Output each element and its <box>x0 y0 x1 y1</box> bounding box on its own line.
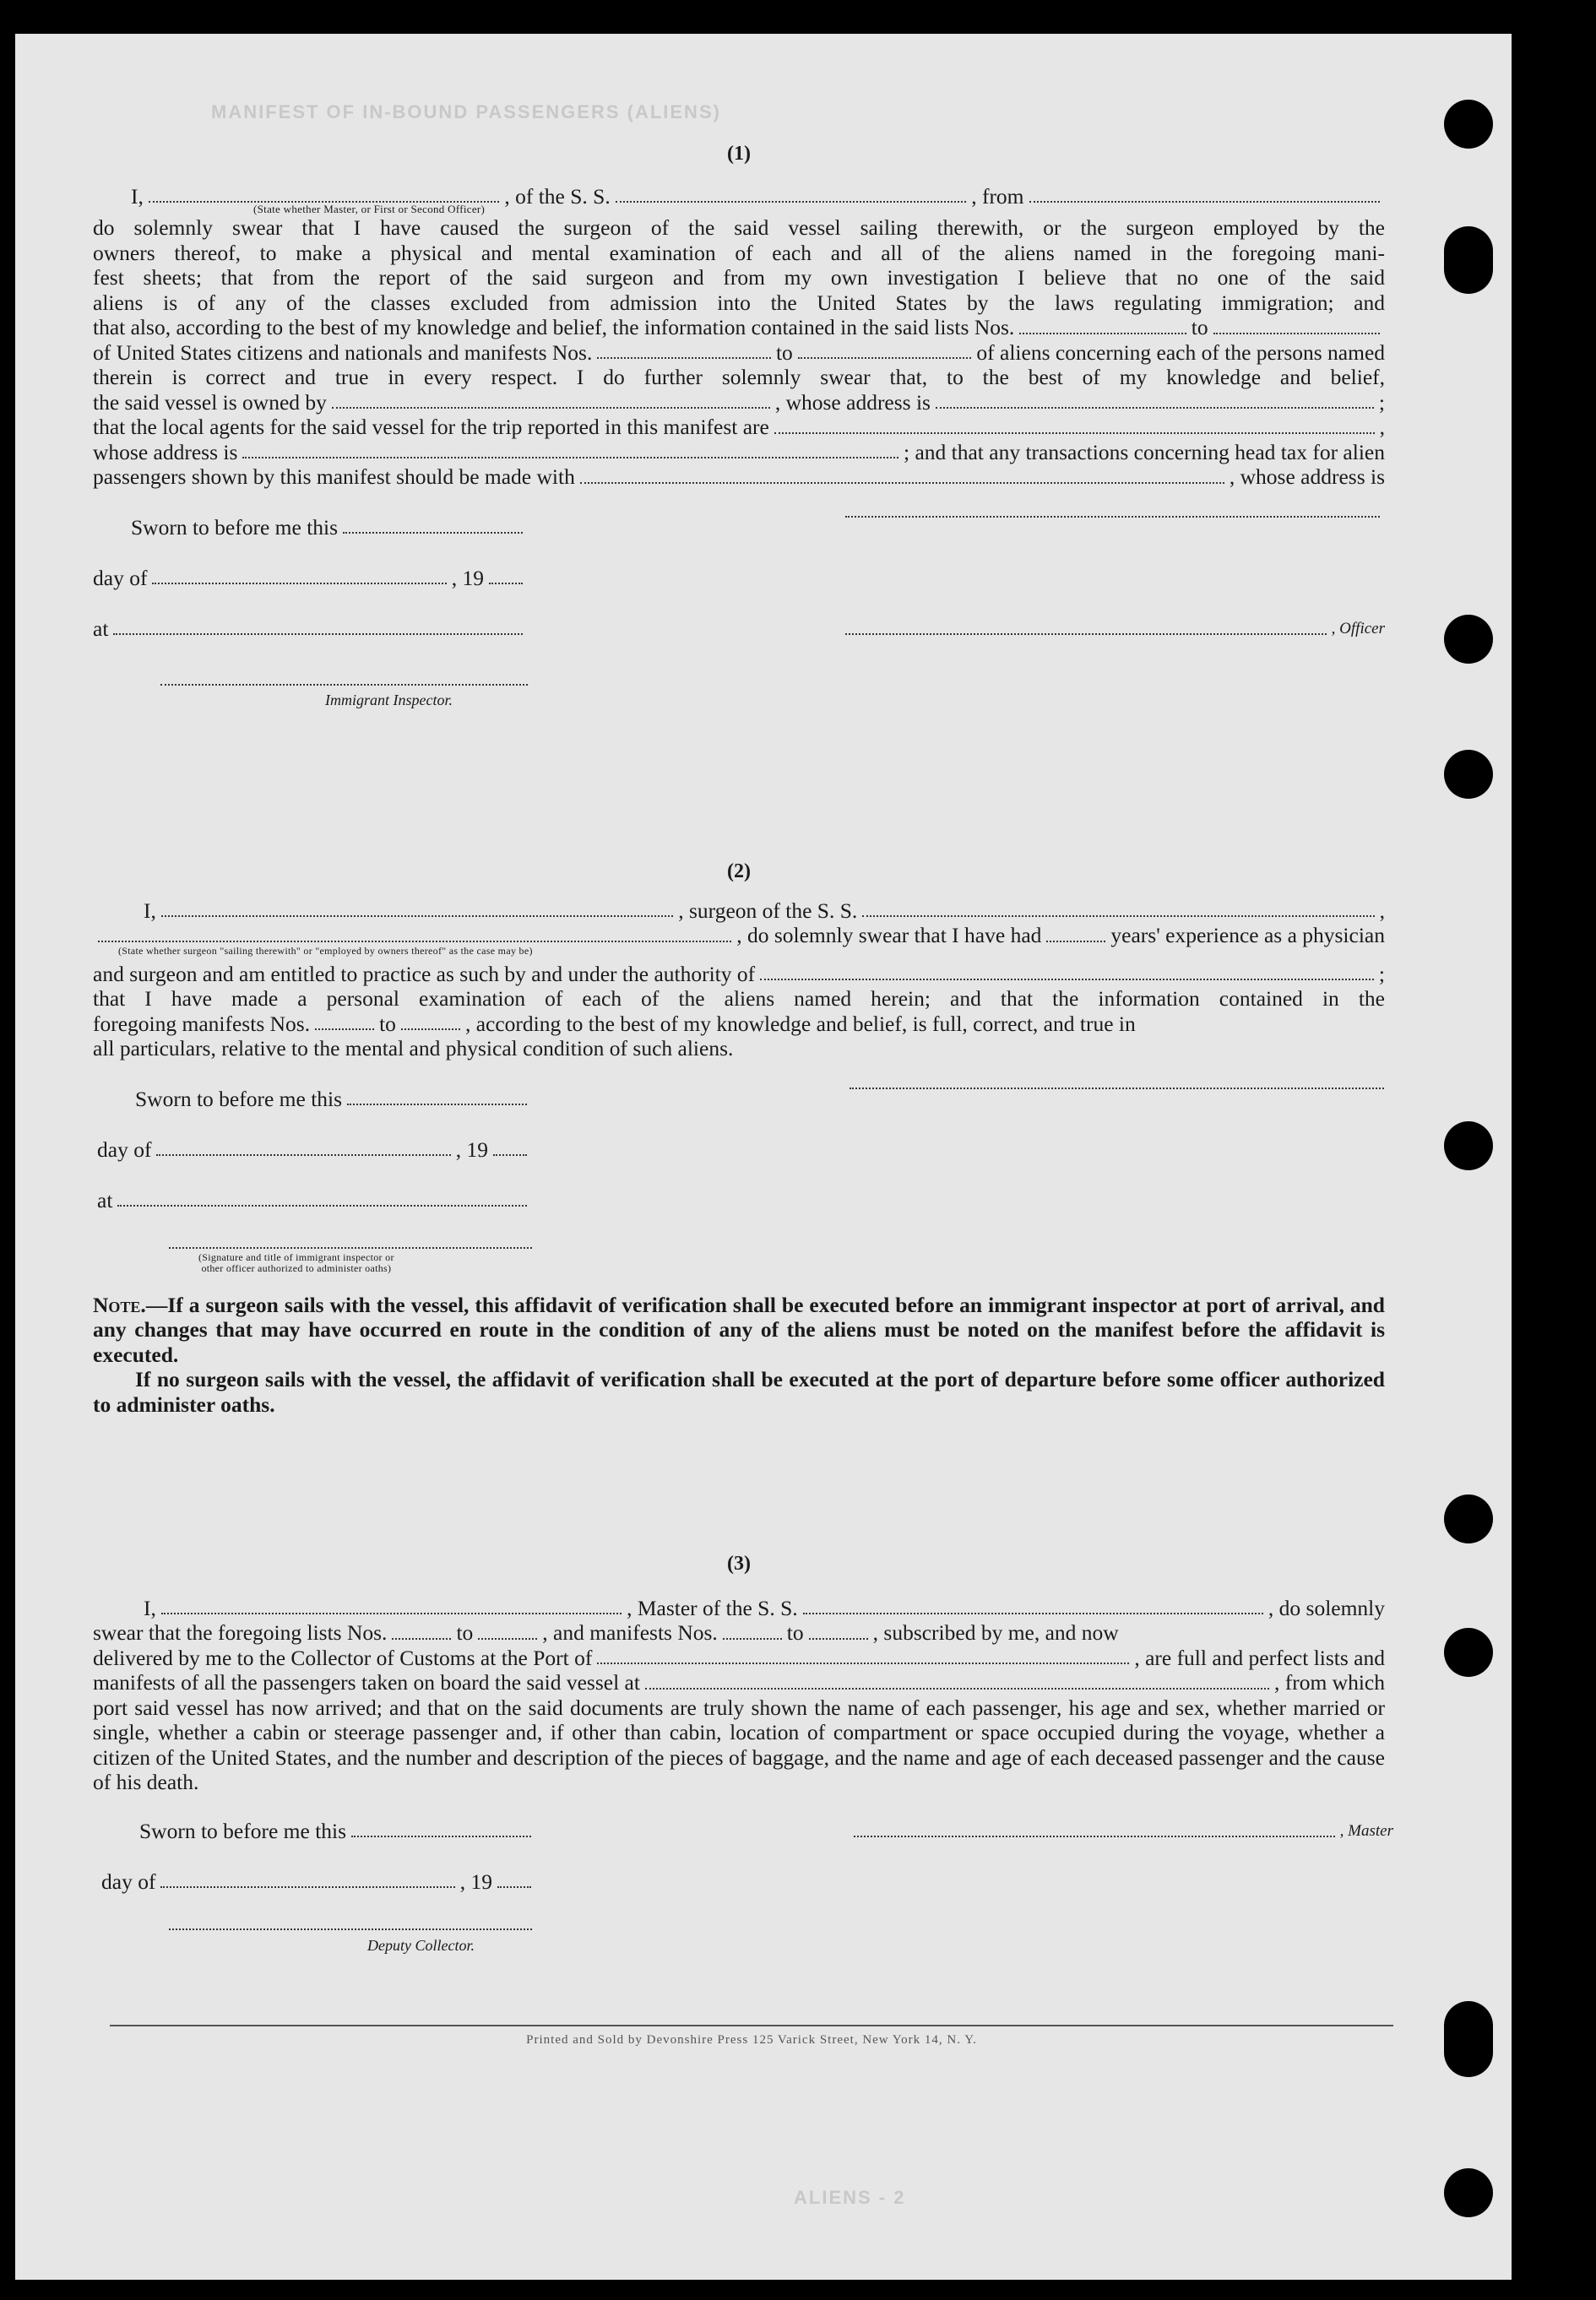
oath-paragraph: do solemnly swear that I have caused the surgeon of the said vessel sailing therewith, or the surgeon employed by the owners thereof, to make a physical and mental examination of each and all of the aliens named in the foregoing mani- fest sheets; that from the report of the said surgeon and from my own investigation I believe that no one of the said aliens is of any of the classes excluded from admission into the United States by the laws regulating immigration; and <box>93 215 1385 315</box>
agents-address-field[interactable] <box>242 456 898 458</box>
delivery-lists-to-field[interactable] <box>478 1637 537 1640</box>
port-field[interactable] <box>597 1662 1129 1664</box>
note-block-2: If no surgeon sails with the vessel, the affidavit of verification shall be executed at the port of departure before some officer authorized to administer oaths. <box>93 1367 1385 1417</box>
master-signature-field[interactable] <box>845 515 1380 518</box>
sworn-place-field[interactable] <box>117 1204 527 1207</box>
sworn-day-field[interactable] <box>351 1835 531 1837</box>
jurat-3: Sworn to before me this , Master day of , 19 Deputy Collector. <box>93 1819 1385 1971</box>
sworn-month-field[interactable] <box>156 1153 450 1156</box>
punch-hole <box>1444 1121 1493 1170</box>
authority-field[interactable] <box>760 978 1374 980</box>
lists-from-field[interactable] <box>1019 332 1186 334</box>
lists-to-field[interactable] <box>1213 332 1380 334</box>
punch-hole <box>1444 1628 1493 1677</box>
affidavit-surgeon: (2) I, , surgeon of the S. S. , , do solemnly swear that I have had years' experience as a physician (State whether surgeon "sailing therewith" or "employed by owners thereof" as the case may be) and surgeon and am entitled to practice as such by and under the authority of ; that I have made a personal examination of each of the aliens named herein; and that the information contained in the foregoing manifests Nos. to , according to the best of my knowledge and belief, is full, correct, and true in all particulars, relative to the mental and physical condition of such aliens. Sworn to before me this day of , 19 at (Signature and title of immigrant inspector or other officer authorized to administer oaths) Note.—If a surgeon sails with the vessel, this affidavit of verification shall be executed before an immigrant inspector at port of arrival, and any changes that may have occurred en route in the condition of any of the aliens must be noted on the manifest before the affidavit is executed. If no surgeon sails with the vessel, the affidavit of verification shall be executed at the port of departure before some officer authorized to administer oaths. <box>93 860 1385 1417</box>
surgeon-manifests-from-field[interactable] <box>315 1028 374 1030</box>
surgeon-signature-field[interactable] <box>850 1087 1384 1089</box>
bleed-through-heading: MANIFEST OF IN-BOUND PASSENGERS (ALIENS) <box>211 101 721 122</box>
surgeon-vessel-field[interactable] <box>862 914 1374 917</box>
signature-caption: (Signature and title of immigrant inspector or other officer authorized to administer oaths) <box>198 1250 394 1274</box>
inspector-signature-line[interactable] <box>160 684 528 686</box>
line-officer: I, , of the S. S. , from <box>93 184 1385 209</box>
sworn-month-field[interactable] <box>152 582 446 584</box>
owner-field[interactable] <box>332 406 770 409</box>
vessel-name-field[interactable] <box>616 200 966 203</box>
master-vessel-field[interactable] <box>803 1612 1263 1614</box>
administering-officer-signature-line[interactable] <box>169 1247 532 1249</box>
surgeon-status-field[interactable] <box>98 940 731 942</box>
affidavit-master: (1) I, , of the S. S. , from (State whether Master, or First or Second Officer) do solemnly swear that I have caused the surgeon of the said vessel sailing therewith, or the surgeon employed by the owners thereof, to make a physical and mental examination of each and all of the aliens named in the foregoing mani- fest sheets; that from the report of the said surgeon and from my own investigation I believe that no one of the said aliens is of any of the classes excluded from admission into the United States by the laws regulating immigration; and that also, according to the best of my knowledge and belief, the information contained in the said lists Nos. to of United States citizens and nationals and manifests Nos. to of aliens concerning each of the persons named therein is correct and true in every respect. I do further solemnly swear that, to the best of my knowledge and belief, the said vessel is owned by , whose address is ; that the local agents for the said vessel for the trip reported in this manifest are , whose address is ; and that any transactions concerning head tax for alien passengers shown by this manifest should be made with , whose address is Sworn to before me this day of , 19 at , Officer Immigrant Inspector. <box>93 142 1385 735</box>
punch-hole <box>1444 2001 1493 2077</box>
sworn-day-field[interactable] <box>343 531 523 534</box>
note-block: Note.—If a surgeon sails with the vessel, this affidavit of verification shall be executed before an immigrant inspector at port of arrival, and any changes that may have occurred en route in the condition of any of the aliens must be noted on the manifest before the affidavit is executed. <box>93 1292 1385 1367</box>
surgeon-note: (State whether surgeon "sailing therewith" or "employed by owners thereof" as the case may be) <box>118 944 533 957</box>
section-number: (2) <box>727 860 751 882</box>
jurat-2: Sworn to before me this day of , 19 at (Signature and title of immigrant inspector or other officer authorized to administer oaths) <box>93 1087 1385 1289</box>
sworn-place-field[interactable] <box>113 632 523 635</box>
sworn-day-field[interactable] <box>347 1103 527 1105</box>
delivery-lists-from-field[interactable] <box>392 1637 451 1640</box>
bleed-through-footer: ALIENS - 2 <box>794 2187 906 2208</box>
officer-note: (State whether Master, or First or Second Officer) <box>253 203 486 215</box>
surgeon-name-field[interactable] <box>161 914 673 917</box>
head-tax-contact-field[interactable] <box>580 481 1224 484</box>
master-signature-field[interactable] <box>854 1835 1335 1837</box>
punch-hole <box>1444 615 1493 664</box>
master-name-field[interactable] <box>161 1612 622 1614</box>
delivery-manifests-to-field[interactable] <box>809 1637 868 1640</box>
affidavit-master-delivery: (3) I, , Master of the S. S. , do solemnly swear that the foregoing lists Nos. to , and manifests Nos. to , subscribed by me, and now delivered by me to the Collector of Customs at the Port of , are full and perfect lists and manifests of all the passengers taken on board the said vessel at , from which port said vessel has now arrived; and that on the said documents are truly shown the name of each passenger, his age and sex, whether married or single, whether a cabin or steerage passenger and, if other than cabin, location of compartment or space occupied during the voyage, whether a citizen of the United States, and the number and description of the pieces of baggage, and the name and age of each deceased passenger and the cause of his death. Sworn to before me this , Master day of , 19 Deputy Collector. <box>93 1552 1385 1971</box>
surgeon-manifests-to-field[interactable] <box>401 1028 460 1030</box>
local-agents-field[interactable] <box>774 431 1375 434</box>
manifests-to-field[interactable] <box>798 356 972 359</box>
experience-years-field[interactable] <box>1046 940 1105 942</box>
sworn-year-field[interactable] <box>489 582 523 584</box>
punch-hole <box>1444 226 1493 294</box>
punch-hole <box>1444 1494 1493 1543</box>
section-number: (3) <box>727 1553 751 1575</box>
boarding-port-field[interactable] <box>645 1687 1269 1690</box>
punch-hole <box>1444 100 1493 149</box>
jurat-1: Sworn to before me this day of , 19 at , Officer Immigrant Inspector. <box>93 515 1385 735</box>
printer-imprint: Printed and Sold by Devonshire Press 125 Varick Street, New York 14, N. Y. <box>110 2025 1393 2048</box>
collector-caption: Deputy Collector. <box>367 1936 475 1954</box>
inspector-caption: Immigrant Inspector. <box>325 691 453 708</box>
owner-address-field[interactable] <box>936 406 1374 409</box>
officer-signature-field[interactable] <box>845 632 1327 635</box>
sworn-year-field[interactable] <box>497 1885 531 1888</box>
punch-hole <box>1444 750 1493 799</box>
sworn-month-field[interactable] <box>160 1885 454 1888</box>
collector-signature-line[interactable] <box>169 1928 532 1930</box>
origin-port-field[interactable] <box>1029 200 1380 203</box>
sworn-year-field[interactable] <box>493 1153 527 1156</box>
punch-hole <box>1444 2168 1493 2217</box>
manifests-from-field[interactable] <box>597 356 771 359</box>
delivery-manifests-from-field[interactable] <box>723 1637 782 1640</box>
section-number: (1) <box>727 143 751 165</box>
